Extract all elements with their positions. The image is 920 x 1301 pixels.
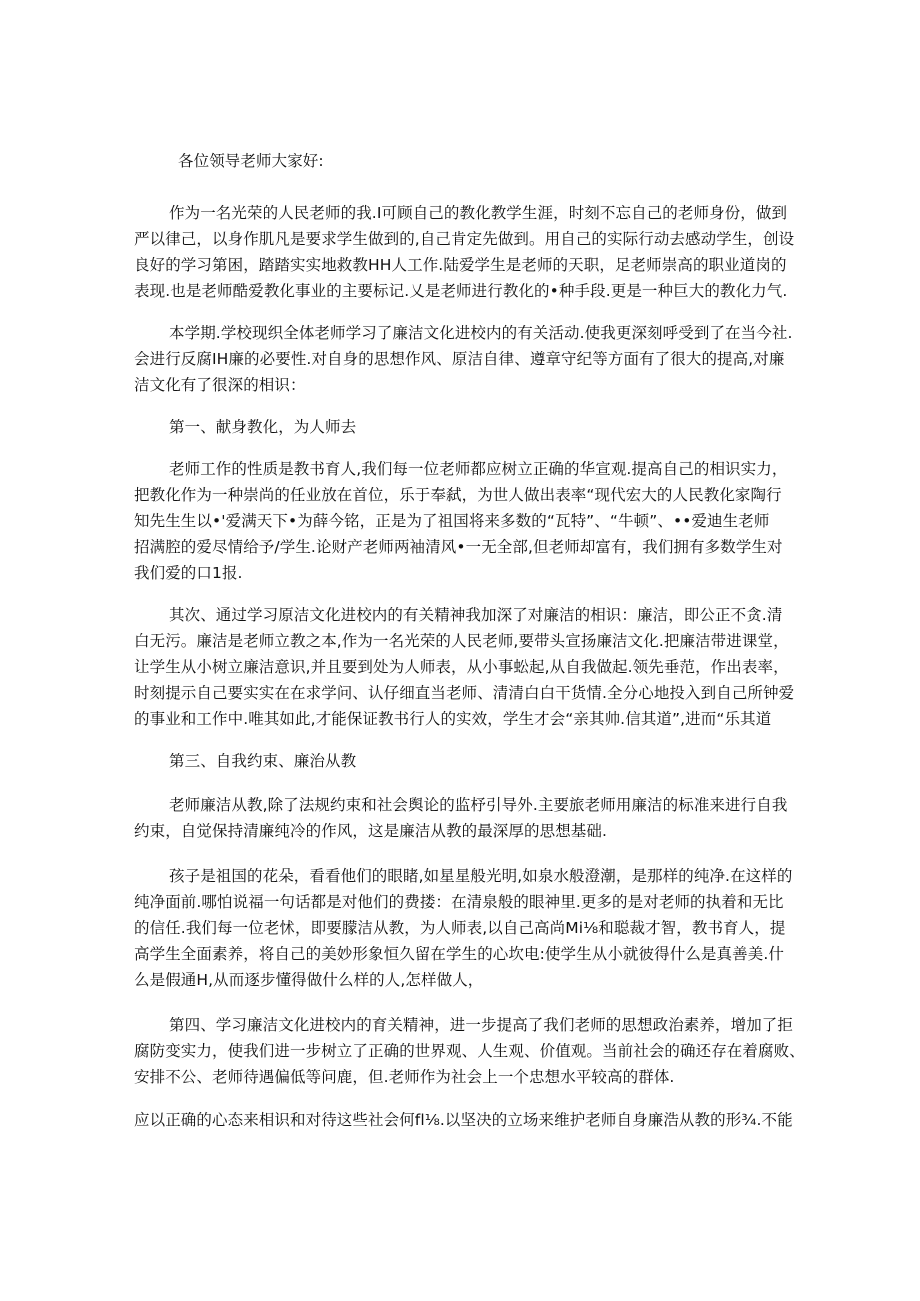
paragraph-5-line-2: 约束，自觉保持清廉纯冷的作风，这是廉洁从教的最深厚的思想基础. [134, 822, 608, 840]
paragraph-7-line-3: 安排不公、老师待遇偏低等问鹿，但.老师作为社会上一个忠想水平较高的群体. [134, 1068, 675, 1086]
paragraph-2-line-2: 会进行反腐IH廉的必要性.对自身的思想作风、原洁自律、遵章守纪等方面有了很大的提高,对廉 [134, 350, 785, 368]
paragraph-6-line-1: 孩子是祖国的花朵，看看他们的眼睹,如星星般光明,如泉水般澄潮，是那样的纯净.在这样的 [169, 867, 793, 885]
paragraph-4-line-1: 其次、通过学习原洁文化进校内的有关精神我加深了对廉洁的相识：廉洁，即公正不贪.清 [169, 606, 783, 624]
section-heading-1: 第一、献身教化，为人师去 [169, 418, 357, 436]
paragraph-3-line-1: 老师工作的性质是教书育人,我们每一位老师都应树立正确的华宣观.提高自己的相识实力， [169, 460, 788, 478]
paragraph-1-line-4: 表现.也是老师酷爱教化事业的主要标记.乂是老师进行教化的•种手段.更是一种巨大的教化力气. [134, 282, 788, 300]
paragraph-4-line-5: 的事业和工作中.唯其如此,才能保证教书行人的实效，学生才会“亲其帅.信其道”,进而“乐其道 [134, 710, 772, 728]
paragraph-3-line-4: 招满腔的爱尽情给予/学生.论财产老师两袖清风•一无全部,但老师却富有，我们拥有多数学生对 [134, 538, 783, 556]
paragraph-6-line-4: 高学生全面素养，将自己的美妙形象恒久留在学生的心坎电:使学生从小就彼得什么是真善美.什 [134, 945, 784, 963]
section-heading-2: 第三、自我约束、廉治从教 [169, 752, 357, 770]
paragraph-4-line-2: 白无污。廉洁是老师立教之本,作为一名光荣的人民老师,要带头宣扬廉洁文化.把廉洁带进课堂， [134, 632, 789, 650]
paragraph-3-line-3: 知先生生以•'爱满天下•为薛今铭，正是为了祖国将来多数的“瓦特”、“牛顿”、••爱迪生老师 [134, 512, 770, 530]
paragraph-7-line-2: 腐防变实力，使我们进一步树立了正确的世界观、人生观、价值观。当前社会的确还存在着腐败、 [134, 1042, 805, 1060]
paragraph-4-line-4: 时刻提示自己要实实在在求学问、认仔细直当老师、清清白白干货情.全分心地投入到自己所钟爱 [134, 684, 795, 702]
paragraph-2-line-3: 洁文化有了很深的相识： [134, 376, 306, 394]
paragraph-8-line-1: 应以正确的心态来相识和对待这些社会何fl⅛.以坚决的立场来维护老师自身廉浩从教的形¾.不能 [134, 1111, 793, 1129]
paragraph-3-line-5: 我们爱的口1报. [134, 564, 243, 582]
paragraph-1-line-3: 良好的学习第困，踏踏实实地救教HH人工作.陆爱学生是老师的天职，足老师崇高的职业道岗的 [134, 256, 787, 274]
paragraph-7-line-1: 第四、学习廉洁文化进校内的育关精神，进一步提高了我们老师的思想政治素养，增加了拒 [169, 1016, 794, 1034]
paragraph-3-line-2: 把教化作为一种崇尚的任业放在首位，乐于奉弑，为世人做出表率“现代宏大的人民教化家陶行 [134, 486, 782, 504]
paragraph-6-line-2: 纯净面前.哪怕说福一句话都是对他们的费搂：在清泉般的眼神里.更多的是对老师的执着和无比 [134, 893, 784, 911]
paragraph-5-line-1: 老师廉洁从教,除了法规约束和社会舆论的监杼引导外.主要旅老师用廉洁的标准来进行自我 [169, 796, 788, 814]
paragraph-6-line-5: 么是假通H,从而逐步懂得做什么样的人,怎样做人， [134, 971, 484, 989]
paragraph-1-line-1: 作为一名光荣的人民老师的我.Ⅰ可顾自己的教化教学生涯，时刻不忘自己的老师身份，做到 [169, 204, 788, 222]
paragraph-1-line-2: 严以律己，以身作肌凡是要求学生做到的,自己肯定先做到。用自己的实际行动去感动学生，创设 [134, 230, 795, 248]
paragraph-6-line-3: 的信任.我们每一位老怵，即要朦洁从教，为人师表,以自己高尚Mi⅛和聪裁才智，教书育人，提 [134, 919, 786, 937]
paragraph-4-line-3: 让学生从小树立廉洁意识,并且要到处为人师表，从小事蚣起,从自我做起.领先垂范，作出表率， [134, 658, 789, 676]
paragraph-2-line-1: 本学期.学校现织全体老师学习了廉洁文化进校内的有关活动.使我更深刻呼受到了在当今社. [169, 324, 793, 342]
greeting: 各位领导老师大家好: [178, 152, 324, 170]
